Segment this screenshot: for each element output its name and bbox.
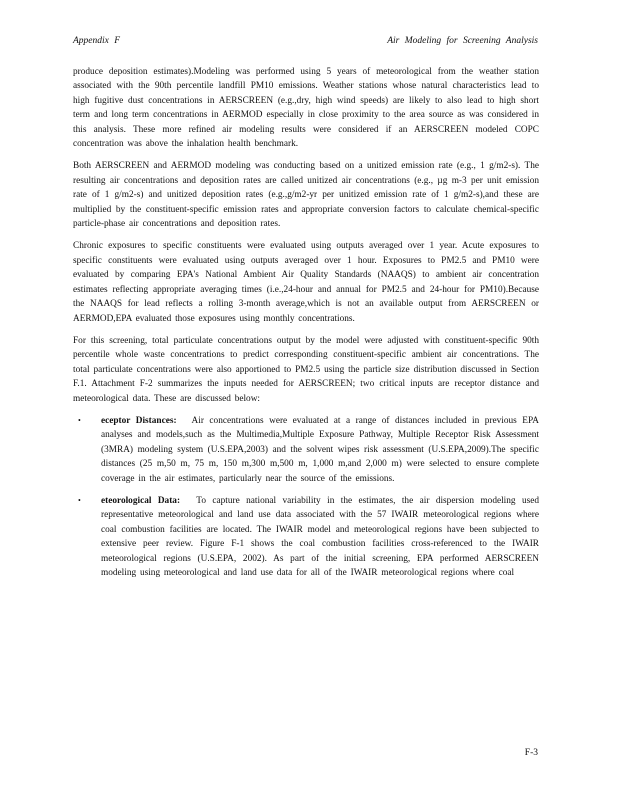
bullet-meteorological-data	[73, 494, 539, 580]
paragraph-modeling-intro: produce deposition estimates).Modeling was performed using 5 years of meteorological from the weather station associated with the 90th percentile landfill PM10 emissions. Weather stations whose natural characteristics lead to high fugitive dust concentrations in AERSCREEN (e.g.,dry, high wind speeds) are likely to also lead to high short term and long term concentrations in AERMOD especially in close proximity to the area source as was considered in this analysis. These more refined air modeling results were considered if an AERSCREEN modeled COPC concentration was above the inhalation health benchmark.	[73, 67, 539, 150]
bullet-marker: •	[78, 415, 81, 425]
bullet-text: Air concentrations were evaluated at a range of distances included in previous EPA analyses and models,such as the Multimedia,Multiple Exposure Pathway, Multiple Receptor Risk Assessment (3MRA) modeling system (U.S.EPA,2003) and the solvent wipes risk assessment (U.S.EPA,2009).The specific distances (25 m,50 m, 75 m, 150 m,300 m,500 m, 1,000 m,and 2,000 m) were selected to ensure complete coverage in the air estimates, particularly near the source of the emissions.	[101, 415, 540, 484]
bullet-text: To capture national variability in the estimates, the air dispersion modeling used representative meteorological and land use data associated with the 57 IWAIR meteorological regions where coal combustion facilities are located. The IWAIR model and meteorological regions have been subjected to extensive peer review. Figure F-1 shows the coal combustion facilities cross-referenced to the IWAIR meteorological regions (U.S.EPA, 2002). As part of the initial screening, EPA performed AERSCREEN modeling using meteorological and land use data for all of the IWAIR meteorological regions where coal	[101, 495, 540, 578]
bullet-receptor-distances	[73, 414, 539, 486]
paragraph-screening: For this screening, total particulate concentrations output by the model were adjusted with constituent-specific 90th percentile whole waste concentrations to predict corresponding constituent-specific ambient air concentrations. The total particulate concentrations were also apportioned to PM2.5 using the particle size distribution discussed in Section F.1. Attachment F-2 summarizes the inputs needed for AERSCREEN; two critical inputs are receptor distance and meteorological data. These are discussed below:	[73, 335, 539, 404]
bullet-marker: •	[78, 495, 81, 505]
body-text	[73, 65, 539, 588]
page-number: F-3	[524, 748, 538, 758]
paragraph-unitized-emission: Both AERSCREEN and AERMOD modeling was conducting based on a unitized emission rate (e.g., 1 g/m2-s). The resulting air concentrations and deposition rates are called unitized air concentrations (e.g., µg m-3 per unit emission rate of 1 g/m2-s) and unitized deposition rates (e.g.,g/m2-yr per unitized emission rate of 1 g/m2-s),and these are multiplied by the constituent-specific emission rates and appropriate conversion factors to calculate chemical-specific particle-phase air concentrations and deposition rates.	[73, 161, 539, 230]
header-section-title: Air Modeling for Screening Analysis	[387, 36, 538, 46]
bullet-term: eteorological Data:	[101, 495, 181, 506]
header-appendix-label: Appendix F	[73, 36, 121, 46]
running-header	[73, 36, 538, 50]
paragraph-exposures: Chronic exposures to specific constituents were evaluated using outputs averaged over 1 year. Acute exposures to specific constituents were evaluated using outputs averaged over 1 hour. Exposures to PM2.5 and PM10 were evaluated by comparing EPA's National Ambient Air Quality Standards (NAAQS) to ambient air concentration estimates reflecting appropriate averaging times (i.e.,24-hour and annual for PM2.5 and 24-hour for PM10).Because the NAAQS for lead reflects a rolling 3-month average,which is not an available output from AERSCREEN or AERMOD,EPA evaluated those exposures using monthly concentrations.	[73, 241, 539, 324]
bullet-term: eceptor Distances:	[101, 415, 177, 426]
